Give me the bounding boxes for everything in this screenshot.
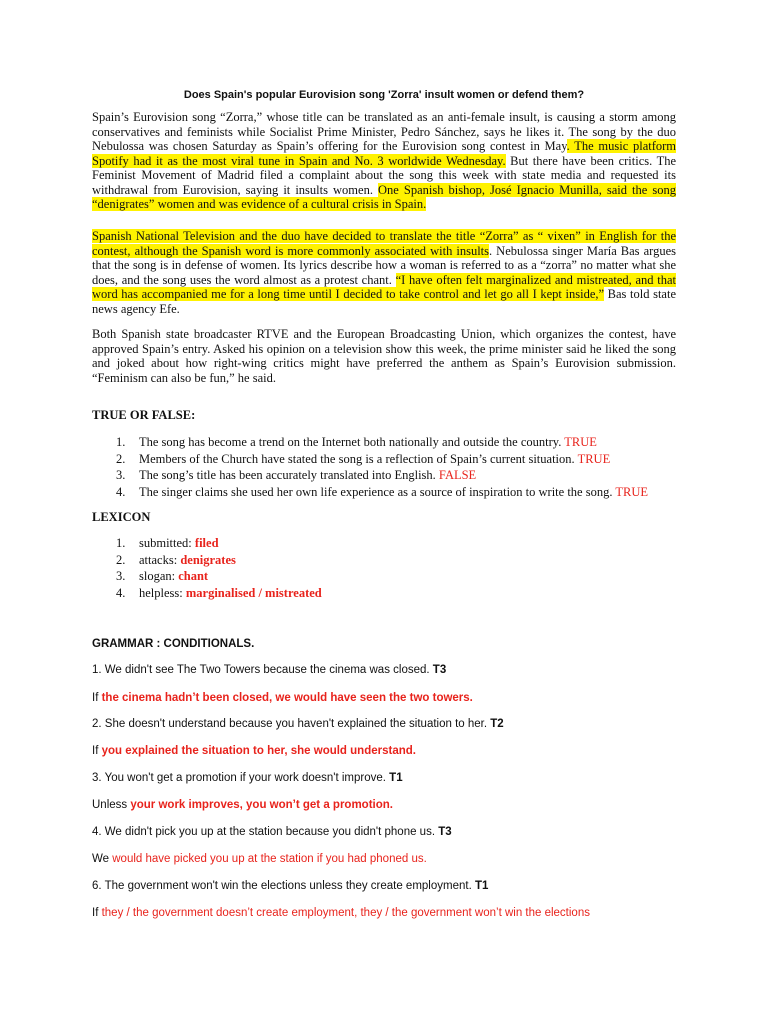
tense-type: T3 [438,826,452,838]
grammar-answer-6: If they / the government doesn’t create employment, they / the government won’t win the elections [92,907,590,919]
grammar-answer-3: Unless your work improves, you won’t get a promotion. [92,799,393,811]
lexicon-heading: LEXICON [92,510,151,524]
article-paragraph-3: Both Spanish state broadcaster RTVE and the European Broadcasting Union, which organizes the contest, have approved Spain’s entry. Asked his opinion on a television show this week, the prime minister said he liked the song and joked about how right-wing critics might have preferred the anthem as Spain’s Eurovision submission. “Feminism can also be fun,” he said. [92,327,676,385]
article-paragraph-1 [92,110,676,212]
grammar-answer-2: If you explained the situation to her, she would understand. [92,745,416,757]
p1-text-a: Spain’s Eurovision song “Zorra,” whose title can be translated as an anti-female insult, is causing a storm among conservatives and feminists while Socialist Prime Minister, Pedro Sánchez, says he likes it. The song by the duo Nebulossa was chosen Saturday as Spain’s offering for the Eurovision song contest in May [92,110,676,153]
tense-type: T3 [432,664,447,676]
p1-highlight-d: One Spanish bishop, José Ignacio Munilla, said the song “denigrates” women and was evidence of a cultural crisis in Spain. [92,182,676,211]
answer-label: TRUE [577,451,611,466]
p1-highlight-b: . The music platform Spotify had it as the most viral tune in Spain and No. 3 worldwide Wednesday. [92,139,677,168]
p2-text-d: Bas told state news agency Efe. [92,287,676,316]
true-false-heading: TRUE OR FALSE: [92,408,196,422]
grammar-answer-1: If the cinema hadn’t been closed, we would have seen the two towers. [92,692,473,704]
p2-highlight-a: Spanish National Television and the duo have decided to translate the title “Zorra” as “ vixen” in English for the contest, although the Spanish word is more commonly associated with insults [92,229,676,258]
list-item: 1. The song has become a trend on the Internet both nationally and outside the country. TRUE [116,435,597,449]
p1-text-c: But there have been critics. The Feminist Movement of Madrid filed a complaint about the song this week with state media and requested its withdrawal from Eurovision, saying it insults women. [92,153,677,197]
article-paragraph-2 [92,229,676,316]
answer-label: marginalised / mistreated [185,585,322,600]
answer-label: filed [194,536,219,550]
article-title: Does Spain's popular Eurovision song 'Zorra' insult women or defend them? [183,89,585,101]
answer-label: chant [178,569,209,583]
grammar-heading: GRAMMAR : CONDITIONALS. [92,638,255,650]
answer-label: TRUE [615,484,649,499]
grammar-question-2: 2. She doesn't understand because you haven't explained the situation to her. T2 [92,718,504,730]
answer-label: FALSE [438,468,477,482]
list-item: 2. Members of the Church have stated the song is a reflection of Spain’s current situation. TRUE [116,451,611,466]
p2-text-b: . Nebulossa singer María Bas argues that the song is in defense of women. Its lyrics describe how a woman is referred to as a “zorra” no matter what she does, and the song uses the word almost as a protest chant. [92,243,676,287]
list-item: 4. The singer claims she used her own life experience as a source of inspiration to write the song. TRUE [116,484,649,499]
grammar-question-6: 6. The government won't win the elections unless they create employment. T1 [92,880,489,892]
tense-type: T1 [474,880,489,892]
true-false-list [92,434,692,500]
answer-label: denigrates [180,552,236,567]
answer-label: TRUE [564,435,597,449]
grammar-question-4: 4. We didn't pick you up at the station because you didn't phone us. T3 [92,826,452,838]
tense-type: T1 [389,772,403,784]
p2-highlight-c: “I have often felt marginalized and mistreated, and that word has accompanied me for a long time until I decided to take control and let go all I kept inside,” [92,272,677,301]
tense-type: T2 [490,718,504,730]
list-item: 3. slogan: chant [116,569,209,583]
list-item: 4. helpless: marginalised / mistreated [116,585,322,600]
lexicon-list [92,535,692,601]
list-item: 1. submitted: filed [116,536,219,550]
list-item: 2. attacks: denigrates [116,552,236,567]
grammar-question-3: 3. You won't get a promotion if your work doesn't improve. T1 [92,772,403,784]
grammar-answer-4: We would have picked you up at the station if you had phoned us. [92,853,427,865]
list-item: 3. The song’s title has been accurately translated into English. FALSE [116,468,477,482]
grammar-question-1: 1. We didn't see The Two Towers because the cinema was closed. T3 [92,664,447,676]
